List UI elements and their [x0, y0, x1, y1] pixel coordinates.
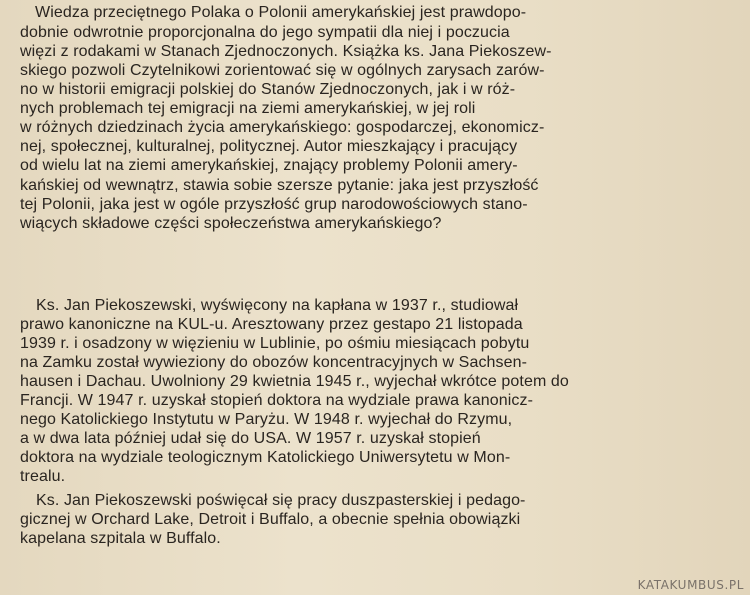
paragraph1-line: no w historii emigracji polskiej do Stanów Zjednoczonych, jak i w róż-: [20, 81, 516, 98]
paragraph1-line: tej Polonii, jaka jest w ogóle przyszłość grup narodowościowych stano-: [20, 196, 528, 213]
paragraph1-line: od wielu lat na ziemi amerykańskiej, znający problemy Polonii amery-: [20, 157, 518, 174]
watermark: KATAKUMBUS.PL: [637, 578, 744, 592]
paragraph2-line: trealu.: [20, 468, 66, 485]
paragraph2-line: Francji. W 1947 r. uzyskał stopień doktora na wydziale prawa kanonicz-: [20, 392, 534, 409]
paragraph1-line: nej, społecznej, kulturalnej, politycznej. Autor mieszkający i pracujący: [20, 138, 518, 155]
paragraph3-line: kapelana szpitala w Buffalo.: [20, 530, 221, 547]
paragraph1-line: Wiedza przeciętnego Polaka o Polonii amerykańskiej jest prawdopo-: [35, 4, 527, 21]
paragraph1-line: skiego pozwoli Czytelnikowi zorientować się w ogólnych zarysach zarów-: [20, 62, 545, 79]
paragraph1-line: dobnie odwrotnie proporcjonalna do jego sympatii dla niej i poczucia: [20, 24, 510, 41]
paragraph1-line: kańskiej od wewnątrz, stawia sobie szersze pytanie: jaka jest przyszłość: [20, 177, 539, 194]
paragraph1-line: wiących składowe części społeczeństwa amerykańskiego?: [20, 215, 442, 232]
paragraph1-line: nych problemach tej emigracji na ziemi amerykańskiej, w jej roli: [20, 100, 476, 117]
paragraph2-line: a w dwa lata później udał się do USA. W 1957 r. uzyskał stopień: [20, 430, 481, 447]
paragraph2-line: prawo kanoniczne na KUL-u. Aresztowany przez gestapo 21 listopada: [20, 316, 523, 333]
paragraph2-line: na Zamku został wywieziony do obozów koncentracyjnych w Sachsen-: [20, 354, 528, 371]
paragraph1-line: w różnych dziedzinach życia amerykańskiego: gospodarczej, ekonomicz-: [20, 119, 545, 136]
paragraph1-line: więzi z rodakami w Stanach Zjednoczonych. Książka ks. Jana Piekoszew-: [20, 43, 552, 60]
paragraph2-line: 1939 r. i osadzony w więzieniu w Lublinie, po ośmiu miesiącach pobytu: [20, 335, 530, 352]
paragraph2-line: nego Katolickiego Instytutu w Paryżu. W 1948 r. wyjechał do Rzymu,: [20, 411, 513, 428]
paragraph2-line: hausen i Dachau. Uwolniony 29 kwietnia 1945 r., wyjechał wkrótce potem do: [20, 373, 569, 390]
paragraph3-line: Ks. Jan Piekoszewski poświęcał się pracy duszpasterskiej i pedago-: [36, 492, 526, 509]
paragraph2-line: doktora na wydziale teologicznym Katolickiego Uniwersytetu w Mon-: [20, 449, 511, 466]
paragraph3-line: gicznej w Orchard Lake, Detroit i Buffalo, a obecnie spełnia obowiązki: [20, 511, 521, 528]
paragraph2-line: Ks. Jan Piekoszewski, wyświęcony na kapłana w 1937 r., studiował: [36, 297, 519, 314]
